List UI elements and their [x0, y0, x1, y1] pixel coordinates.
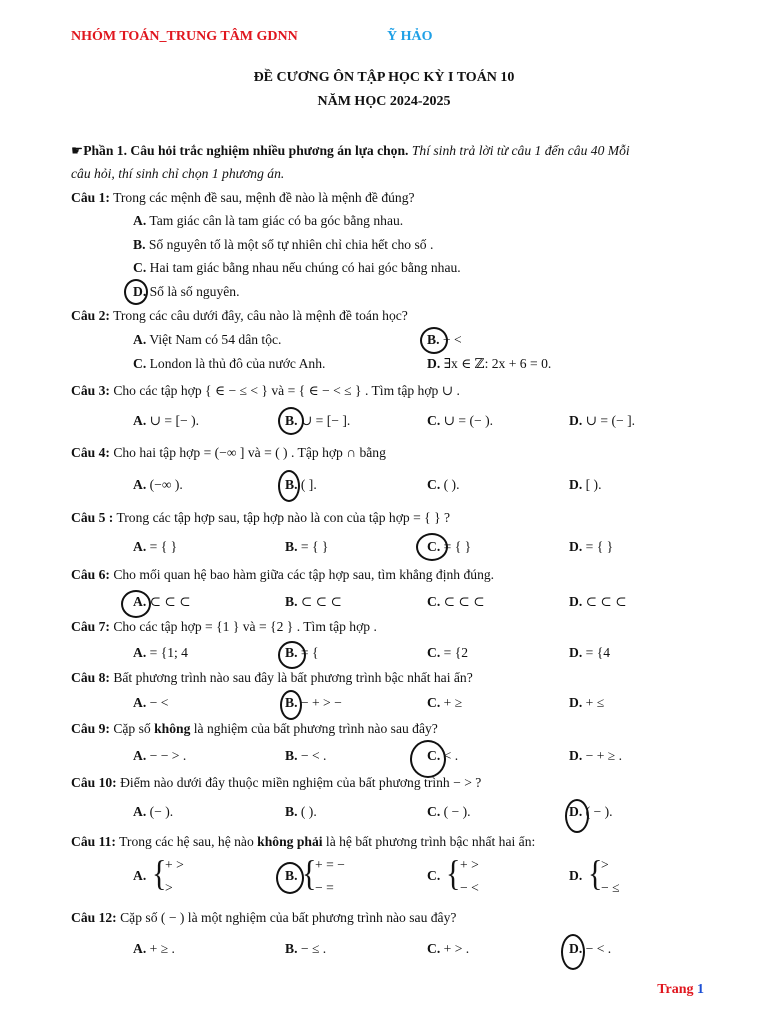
q11-option-a[interactable] — [133, 868, 146, 884]
system-line-bottom: > — [165, 880, 173, 895]
question-text: Trong các câu dưới đây, câu nào là mệnh đề toán học? — [113, 308, 408, 323]
question-text-cont: là nghiệm của bất phương trình nào sau đây? — [190, 721, 438, 736]
option-label: D. — [569, 868, 583, 883]
option-text: ( ). — [300, 804, 317, 819]
option-text: Số nguyên tố là một số tự nhiên chỉ chia hết cho số . — [148, 237, 434, 252]
option-label: C. — [427, 645, 441, 660]
question-6 — [71, 567, 494, 583]
header-group-label: NHÓM TOÁN_ — [71, 29, 167, 44]
question-label: Câu 12: — [71, 910, 117, 925]
answer-circle-mark — [561, 934, 585, 970]
option-text: = {4 — [585, 645, 611, 660]
option-label: A. — [133, 645, 147, 660]
option-label: C. — [427, 594, 441, 609]
page-number: 1 — [697, 982, 704, 997]
option-label: B. — [133, 237, 146, 252]
section-instruction: Thí sinh trả lời từ câu 1 đến câu 40 Mỗi — [411, 143, 630, 158]
answer-circle-mark — [124, 279, 148, 305]
option-label: C. — [427, 539, 441, 554]
option-label: C. — [427, 695, 441, 710]
question-text: Trong các mệnh đề sau, mệnh đề nào là mệnh đề đúng? — [113, 190, 415, 205]
option-label: A. — [133, 868, 147, 883]
hand-pointer-icon: ☛ — [71, 143, 84, 158]
question-label: Câu 6: — [71, 567, 110, 582]
option-text: + < — [442, 332, 462, 347]
option-text: = { — [300, 645, 319, 660]
answer-circle-mark — [280, 690, 302, 720]
answer-circle-mark — [278, 641, 306, 669]
option-text: = { } — [149, 539, 178, 554]
question-label: Câu 11: — [71, 834, 116, 849]
option-text: ⊂ ⊂ ⊂ — [443, 594, 485, 609]
question-4 — [71, 445, 386, 461]
question-2 — [71, 308, 408, 324]
option-text: Hai tam giác bằng nhau nếu chúng có hai góc bằng nhau. — [149, 260, 461, 275]
option-label: B. — [285, 695, 298, 710]
option-text: < . — [443, 748, 459, 763]
q2-option-a[interactable] — [133, 332, 281, 348]
answer-circle-mark — [121, 590, 151, 618]
question-label: Câu 10: — [71, 775, 117, 790]
system-line-bottom: − ≤ — [601, 880, 620, 895]
question-text: Cho hai tập hợp = (−∞ ] và = ( ) . Tập hợp ∩ bằng — [113, 445, 386, 460]
option-label: B. — [285, 539, 298, 554]
question-text: Cho các tập hợp = {1 } và = {2 } . Tìm tập hợp . — [113, 619, 377, 634]
option-label: C. — [427, 477, 441, 492]
option-text: ( − ). — [443, 804, 471, 819]
system-brace: { — [302, 853, 317, 894]
system-brace: { — [152, 853, 167, 894]
question-label: Câu 2: — [71, 308, 110, 323]
option-label: D. — [569, 477, 583, 492]
option-label: D. — [569, 413, 583, 428]
option-label: D. — [427, 356, 441, 371]
option-text: − + ≥ . — [585, 748, 623, 763]
q3-option-c[interactable] — [427, 413, 493, 429]
q9-option-d[interactable] — [569, 748, 622, 764]
option-label: A. — [133, 695, 147, 710]
option-label: A. — [133, 213, 147, 228]
q6-option-d[interactable] — [569, 594, 627, 610]
q1-option-a[interactable] — [133, 213, 403, 229]
option-label: B. — [285, 941, 298, 956]
q7-option-d[interactable] — [569, 645, 610, 661]
option-label: B. — [427, 332, 440, 347]
option-label: B. — [285, 645, 298, 660]
answer-circle-mark — [420, 327, 448, 354]
option-text: ∪ = (− ]. — [585, 413, 635, 428]
header-center-name: TRUNG TÂM GDNN — [166, 29, 298, 44]
option-text: (− ). — [149, 804, 174, 819]
system-brace: { — [446, 853, 461, 894]
q8-option-a[interactable] — [133, 695, 168, 711]
question-text: Bất phương trình nào sau đây là bất phương trình bậc nhất hai ẩn? — [113, 670, 473, 685]
q12-option-a[interactable] — [133, 941, 175, 957]
option-text: − + > − — [300, 695, 342, 710]
q2-option-c[interactable] — [133, 356, 325, 372]
section-instruction-cont: câu hỏi, thí sinh chỉ chọn 1 phương án. — [71, 166, 285, 181]
option-label: C. — [427, 941, 441, 956]
option-text: [ ). — [585, 477, 602, 492]
answer-circle-mark — [278, 407, 304, 435]
question-label: Câu 3: — [71, 383, 110, 398]
question-text-cont: là hệ bất phương trình bậc nhất hai ẩn: — [322, 834, 536, 849]
question-text: Điểm nào dưới đây thuộc miền nghiệm của bất phương trình − > ? — [120, 775, 482, 790]
question-emphasis: không — [154, 721, 191, 736]
option-text: ∃x ∈ ℤ: 2x + 6 = 0. — [443, 356, 552, 371]
option-text: London là thủ đô của nước Anh. — [149, 356, 326, 371]
system-line-bottom: − < — [460, 880, 479, 895]
option-text: − < . — [300, 748, 327, 763]
page-label: Trang — [657, 982, 694, 997]
q10-option-b[interactable] — [285, 804, 317, 820]
option-text: ( ). — [443, 477, 460, 492]
option-text: ∪ = [− ). — [149, 413, 199, 428]
option-label: B. — [285, 413, 298, 428]
question-5 — [71, 510, 450, 526]
q8-option-c[interactable] — [427, 695, 462, 711]
option-label: A. — [133, 594, 147, 609]
question-9 — [71, 721, 438, 737]
option-label: A. — [133, 413, 147, 428]
option-label: C. — [427, 748, 441, 763]
option-text: − − > . — [149, 748, 187, 763]
answer-circle-mark — [276, 862, 304, 894]
option-text: ( ]. — [300, 477, 317, 492]
header-group-name — [71, 29, 298, 45]
option-text: − < . — [585, 941, 612, 956]
option-label: A. — [133, 332, 147, 347]
question-label: Câu 8: — [71, 670, 110, 685]
q7-option-c[interactable] — [427, 645, 468, 661]
option-label: D. — [569, 645, 583, 660]
option-label: C. — [427, 804, 441, 819]
q1-option-d[interactable] — [133, 284, 240, 300]
question-text: Cặp số — [113, 721, 155, 736]
option-text: = { } — [443, 539, 472, 554]
option-label: D. — [569, 748, 583, 763]
q12-option-b[interactable] — [285, 941, 326, 957]
option-text: + > . — [443, 941, 470, 956]
option-text: − < — [149, 695, 169, 710]
q7-option-a[interactable] — [133, 645, 188, 661]
page-footer — [657, 982, 704, 998]
system-line-top: + > — [460, 857, 479, 872]
system-line-top: > — [601, 857, 609, 872]
option-label: C. — [133, 356, 147, 371]
option-text: ⊂ ⊂ ⊂ — [585, 594, 627, 609]
q5-option-b[interactable] — [285, 539, 328, 555]
option-label: D. — [133, 284, 147, 299]
option-text: Số là số nguyên. — [149, 284, 240, 299]
doc-year: NĂM HỌC 2024-2025 — [317, 94, 451, 109]
q8-option-d[interactable] — [569, 695, 604, 711]
option-text: = {1; 4 — [149, 645, 188, 660]
system-brace: { — [588, 853, 603, 894]
question-text: Trong các hệ sau, hệ nào — [119, 834, 258, 849]
question-3 — [71, 383, 460, 399]
doc-title: ĐỀ CƯƠNG ÔN TẬP HỌC KỲ I TOÁN 10 — [253, 70, 515, 85]
option-label: B. — [285, 804, 298, 819]
option-label: D. — [569, 804, 583, 819]
question-7 — [71, 619, 377, 635]
question-emphasis: không phải — [257, 834, 323, 849]
q10-option-c[interactable] — [427, 804, 471, 820]
option-label: B. — [285, 748, 298, 763]
option-text: ⊂ ⊂ ⊂ — [149, 594, 191, 609]
option-label: A. — [133, 748, 147, 763]
q4-option-a[interactable] — [133, 477, 183, 493]
question-10 — [71, 775, 481, 791]
option-label: D. — [569, 539, 583, 554]
option-text: + ≥ . — [149, 941, 175, 956]
option-text: (−∞ ). — [149, 477, 183, 492]
q3-option-d[interactable] — [569, 413, 635, 429]
question-text: Cho các tập hợp { ∈ − ≤ < } và = { ∈ − < ≤ } . Tìm tập hợp ∪ . — [113, 383, 460, 398]
section-heading — [71, 143, 630, 159]
q6-option-c[interactable] — [427, 594, 485, 610]
system-line-bottom: − = — [315, 880, 334, 895]
q3-option-a[interactable] — [133, 413, 199, 429]
q12-option-c[interactable] — [427, 941, 469, 957]
option-text: + ≥ — [443, 695, 463, 710]
option-text: − ≤ . — [300, 941, 327, 956]
option-text: ⊂ ⊂ ⊂ — [300, 594, 342, 609]
system-line-top: + > — [165, 857, 184, 872]
section-title: Phần 1. Câu hỏi trắc nghiệm nhiều phương án lựa chọn. — [83, 143, 409, 158]
header-teacher-name: Ỹ HẢO — [387, 29, 433, 44]
q11-option-c[interactable] — [427, 868, 440, 884]
q4-option-d[interactable] — [569, 477, 601, 493]
question-1 — [71, 190, 415, 206]
q9-option-a[interactable] — [133, 748, 186, 764]
option-label: B. — [285, 594, 298, 609]
q9-option-b[interactable] — [285, 748, 326, 764]
option-text: + ≤ — [585, 695, 605, 710]
q1-option-c[interactable] — [133, 260, 461, 276]
question-label: Câu 1: — [71, 190, 110, 205]
question-8 — [71, 670, 473, 686]
question-label: Câu 7: — [71, 619, 110, 634]
option-text: Việt Nam có 54 dân tộc. — [149, 332, 282, 347]
question-label: Câu 5 : — [71, 510, 114, 525]
q1-option-b[interactable] — [133, 237, 433, 253]
option-label: D. — [569, 941, 583, 956]
option-label: A. — [133, 804, 147, 819]
q6-option-b[interactable] — [285, 594, 342, 610]
option-label: A. — [133, 477, 147, 492]
option-text: Tam giác cân là tam giác có ba góc bằng nhau. — [149, 213, 404, 228]
option-text: ∪ = [− ]. — [300, 413, 351, 428]
question-label: Câu 4: — [71, 445, 110, 460]
q4-option-c[interactable] — [427, 477, 459, 493]
option-label: C. — [427, 413, 441, 428]
option-label: D. — [569, 695, 583, 710]
answer-circle-mark — [278, 470, 300, 502]
option-label: C. — [427, 868, 441, 883]
option-label: C. — [133, 260, 147, 275]
option-label: B. — [285, 477, 298, 492]
option-label: D. — [569, 594, 583, 609]
answer-circle-mark — [565, 799, 589, 833]
option-label: A. — [133, 941, 147, 956]
system-line-top: + = − — [315, 857, 345, 872]
option-text: = {2 — [443, 645, 469, 660]
q2-option-d[interactable] — [427, 356, 551, 372]
option-label: A. — [133, 539, 147, 554]
question-text: Cho mối quan hệ bao hàm giữa các tập hợp sau, tìm khẳng định đúng. — [113, 567, 495, 582]
option-label: B. — [285, 868, 298, 883]
option-text: ( − ). — [585, 804, 613, 819]
answer-circle-mark — [410, 740, 446, 778]
q5-option-d[interactable] — [569, 539, 613, 555]
question-label: Câu 9: — [71, 721, 110, 736]
q11-option-d[interactable] — [569, 868, 582, 884]
option-text: = { } — [300, 539, 329, 554]
answer-circle-mark — [416, 533, 448, 561]
question-text: Cặp số ( − ) là một nghiệm của bất phương trình nào sau đây? — [120, 910, 457, 925]
question-11 — [71, 834, 535, 850]
q5-option-a[interactable] — [133, 539, 177, 555]
question-text: Trong các tập hợp sau, tập hợp nào là con của tập hợp = { } ? — [116, 510, 451, 525]
option-text: ∪ = (− ). — [443, 413, 493, 428]
question-12 — [71, 910, 456, 926]
q10-option-a[interactable] — [133, 804, 173, 820]
option-text: = { } — [585, 539, 614, 554]
